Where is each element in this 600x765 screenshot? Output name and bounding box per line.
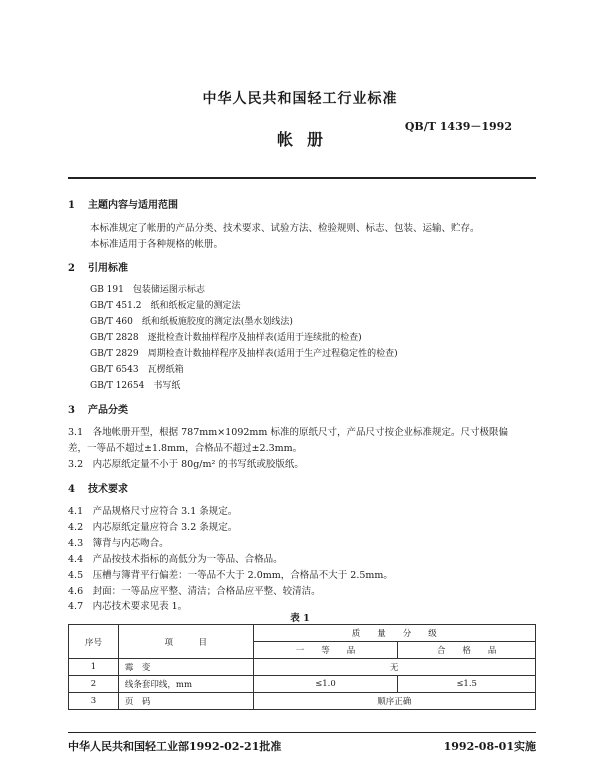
header-first-grade: 一 等 品 <box>253 642 398 659</box>
clause-4-2: 4.2 内芯原纸定量应符合 3.2 条规定。 <box>68 522 238 533</box>
reference-item: GB/T 2829 周期检查计数抽样程序及抽样表(适用于生产过程稳定性的检查) <box>90 349 398 359</box>
reference-item: GB 191 包装储运图示标志 <box>90 285 205 295</box>
section-number: 4 <box>68 484 75 495</box>
cell-item: 页 码 <box>118 693 253 710</box>
cell-first-grade: ≤1.0 <box>253 676 398 693</box>
paragraph: 本标准规定了帐册的产品分类、技术要求、试验方法、检验规则、标志、包装、运输、贮存。 <box>90 223 480 234</box>
table-row <box>69 659 536 676</box>
table-row <box>69 693 536 710</box>
footer-rule <box>68 732 536 733</box>
section-title: 技术要求 <box>88 484 128 495</box>
section-title: 产品分类 <box>88 405 128 416</box>
table-caption: 表 1 <box>290 613 310 624</box>
section-3-heading <box>68 401 128 416</box>
header-seq: 序号 <box>69 625 119 659</box>
reference-item: GB/T 451.2 纸和纸板定量的测定法 <box>90 301 241 311</box>
section-number: 3 <box>68 405 75 416</box>
section-title: 引用标准 <box>88 263 128 274</box>
table-row <box>69 676 536 693</box>
header-item: 项 目 <box>118 625 253 659</box>
cell-seq: 3 <box>69 693 119 710</box>
reference-item: GB/T 6543 瓦楞纸箱 <box>90 365 184 375</box>
cell-seq: 1 <box>69 659 119 676</box>
cell-merged-value: 顺序正确 <box>253 693 535 710</box>
clause-3-1: 3.1 各地帐册开型，根据 787mm×1092mm 标准的原纸尺寸，产品尺寸按企业标准规定。尺寸极限偏 <box>68 427 508 438</box>
reference-item: GB/T 460 纸和纸板施胶度的测定法(墨水划线法) <box>90 317 293 327</box>
section-number: 1 <box>68 200 75 211</box>
section-4-heading <box>68 480 128 495</box>
table-1 <box>68 624 536 710</box>
table-header-row <box>69 625 536 642</box>
clause-4-4: 4.4 产品按技术指标的高低分为一等品、合格品。 <box>68 554 283 565</box>
clause-3-1-continued: 差，一等品不超过±1.8mm，合格品不超过±2.3mm。 <box>68 443 303 454</box>
cell-seq: 2 <box>69 676 119 693</box>
clause-4-3: 4.3 簿背与内芯吻合。 <box>68 538 169 549</box>
clause-3-2: 3.2 内芯原纸定量不小于 80g/m² 的书写纸或胶版纸。 <box>68 459 304 470</box>
reference-item: GB/T 2828 逐批检查计数抽样程序及抽样表(适用于连续批的检查) <box>90 333 362 343</box>
header-pass-grade: 合 格 品 <box>398 642 536 659</box>
clause-4-6: 4.6 封面：一等品应平整、清洁；合格品应平整、较清洁。 <box>68 586 321 597</box>
cell-item: 线条套印线，mm <box>118 676 253 693</box>
document-title: 帐册 <box>276 130 337 149</box>
header-rule <box>68 177 536 179</box>
effective-date: 1992-08-01实施 <box>443 740 536 753</box>
header-grade: 质 量 分 级 <box>253 625 535 642</box>
clause-4-7: 4.7 内芯技术要求见表 1。 <box>68 601 188 612</box>
clause-4-1: 4.1 产品规格尺寸应符合 3.1 条规定。 <box>68 506 238 517</box>
reference-item: GB/T 12654 书写纸 <box>90 381 181 391</box>
standard-code: QB/T 1439－1992 <box>404 120 512 133</box>
paragraph: 本标准适用于各种规格的帐册。 <box>90 239 224 250</box>
cell-item: 霉 变 <box>118 659 253 676</box>
approval-line: 中华人民共和国轻工业部1992-02-21批准 <box>68 740 282 753</box>
cell-pass-grade: ≤1.5 <box>398 676 536 693</box>
section-title: 主题内容与适用范围 <box>88 200 178 211</box>
section-number: 2 <box>68 263 75 274</box>
standard-title: 中华人民共和国轻工行业标准 <box>202 91 398 107</box>
cell-merged-value: 无 <box>253 659 535 676</box>
clause-4-5: 4.5 压槽与簿背平行偏差：一等品不大于 2.0mm，合格品不大于 2.5mm。 <box>68 570 393 581</box>
section-1-heading <box>68 196 178 211</box>
section-2-heading <box>68 259 128 274</box>
